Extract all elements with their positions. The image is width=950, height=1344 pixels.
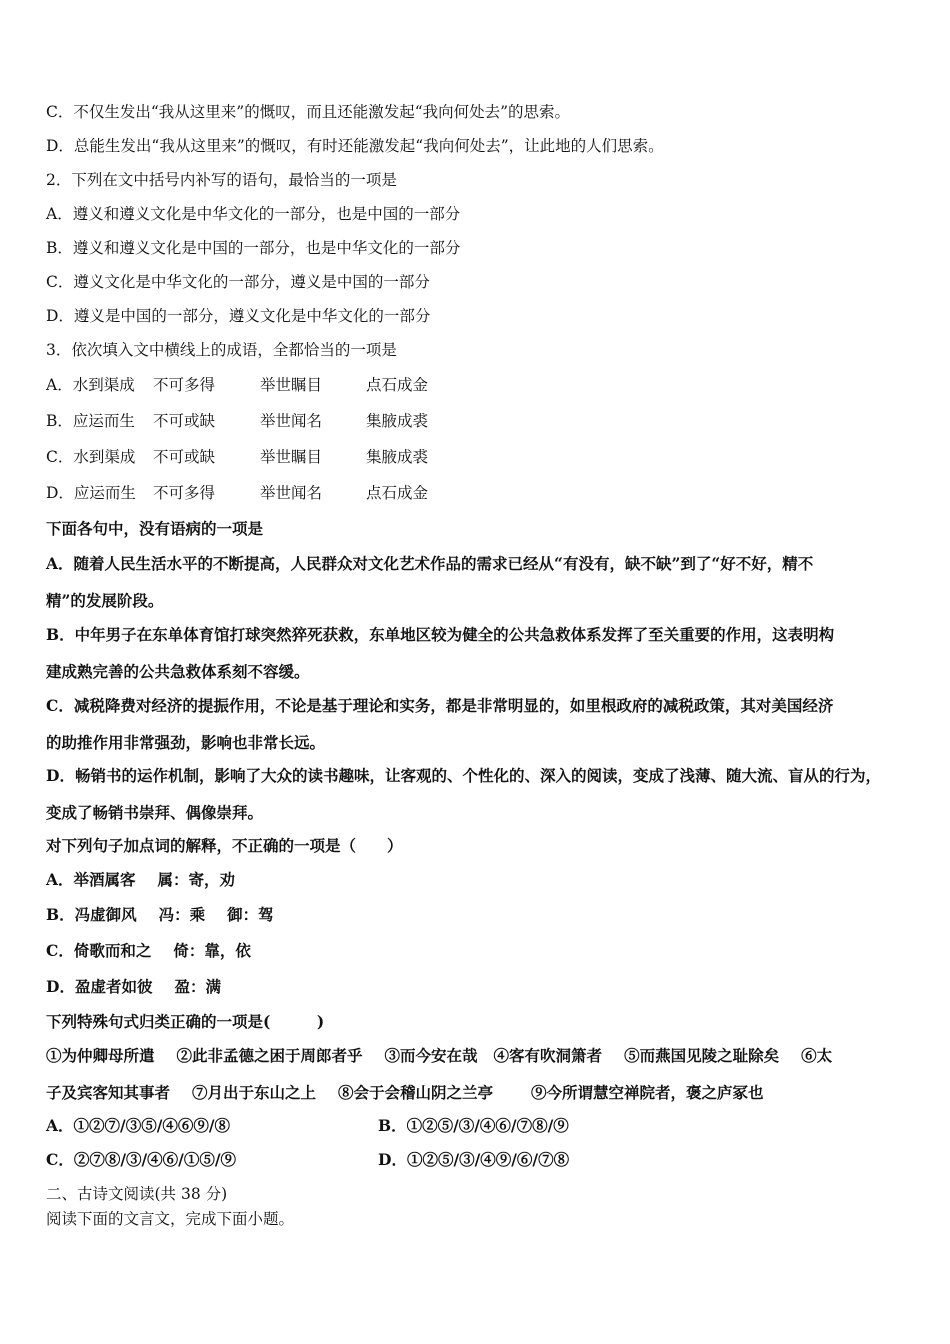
q5-b-gloss2: 御：驾 bbox=[227, 905, 274, 924]
q3-a-3: 举世瞩目 bbox=[260, 376, 323, 394]
q2-option-a: A．遵义和遵义文化是中华文化的一部分，也是中国的一部分 bbox=[46, 205, 461, 223]
q6-option-d: D．①②⑤/③/④⑨/⑥/⑦⑧ bbox=[378, 1150, 570, 1169]
q4-option-b-line2: 建成熟完善的公共急救体系刻不容缓。 bbox=[46, 662, 310, 681]
section2-title: 二、古诗文阅读(共 38 分) bbox=[46, 1185, 228, 1203]
q1-option-c: C．不仅生发出“我从这里来”的慨叹，而且还能激发起“我向何处去”的思索。 bbox=[46, 103, 571, 121]
q3-b-4: 集腋成裘 bbox=[366, 412, 429, 430]
q4-option-c-line2: 的助推作用非常强劲，影响也非常长远。 bbox=[46, 733, 326, 752]
q3-b-2: 不可或缺 bbox=[153, 412, 216, 430]
q5-c-gloss: 倚：靠，依 bbox=[173, 941, 251, 960]
q3-d-4: 点石成金 bbox=[366, 484, 429, 502]
q6-option-c: C．②⑦⑧/③/④⑥/①⑤/⑨ bbox=[46, 1150, 236, 1169]
q2-option-c: C．遵义文化是中华文化的一部分，遵义是中国的一部分 bbox=[46, 273, 430, 291]
q2-option-b: B．遵义和遵义文化是中国的一部分，也是中华文化的一部分 bbox=[46, 239, 461, 257]
q3-a-4: 点石成金 bbox=[366, 376, 429, 394]
q6-stem: 下列特殊句式归类正确的一项是( ) bbox=[46, 1012, 325, 1031]
q3-a-2: 不可多得 bbox=[153, 376, 216, 394]
q6-sentences-line1 bbox=[46, 1046, 832, 1066]
q6-s6-start: ⑥太 bbox=[801, 1046, 833, 1065]
q3-c-2: 不可或缺 bbox=[153, 448, 216, 466]
q2-stem: 2．下列在文中括号内补写的语句，最恰当的一项是 bbox=[46, 171, 397, 189]
q1-option-d: D．总能生发出“我从这里来”的慨叹，有时还能激发起“我向何处去”，让此地的人们思索。 bbox=[46, 137, 664, 155]
q3-c-3: 举世瞩目 bbox=[260, 448, 323, 466]
q3-b-3: 举世闻名 bbox=[260, 412, 323, 430]
q6-s9: ⑨今所谓慧空禅院者，褒之庐冢也 bbox=[531, 1083, 764, 1102]
q5-option-d bbox=[46, 977, 221, 997]
q6-s7: ⑦月出于东山之上 bbox=[192, 1083, 317, 1102]
q5-c-sentence: C．倚歌而和之 bbox=[46, 941, 152, 960]
q3-c-4: 集腋成裘 bbox=[366, 448, 429, 466]
q6-option-b: B．①②⑤/③/④⑥/⑦⑧/⑨ bbox=[378, 1116, 569, 1135]
q2-option-d: D．遵义是中国的一部分，遵义文化是中华文化的一部分 bbox=[46, 307, 431, 325]
q6-option-a: A．①②⑦/③⑤/④⑥⑨/⑧ bbox=[46, 1116, 231, 1135]
q3-d-1: D．应运而生 bbox=[46, 484, 136, 502]
q5-option-b bbox=[46, 905, 274, 925]
q3-d-2: 不可多得 bbox=[153, 484, 216, 502]
q4-option-d-line2: 变成了畅销书崇拜、偶像崇拜。 bbox=[46, 803, 264, 822]
q6-s8: ⑧会于会稽山阴之兰亭 bbox=[338, 1083, 494, 1102]
q4-option-d-line1: D．畅销书的运作机制，影响了大众的读书趣味，让客观的、个性化的、深入的阅读，变成了浅薄、随大流、盲从的行为， bbox=[46, 766, 881, 785]
q6-s5: ⑤而燕国见陵之耻除矣 bbox=[624, 1046, 780, 1065]
q5-a-sentence: A．举酒属客 bbox=[46, 870, 136, 889]
q3-a-1: A．水到渠成 bbox=[46, 376, 135, 394]
q6-sentences-line2 bbox=[46, 1083, 764, 1103]
section2-instruction: 阅读下面的文言文，完成下面小题。 bbox=[46, 1210, 295, 1228]
q5-d-gloss: 盈：满 bbox=[174, 977, 221, 996]
q6-options-row2 bbox=[46, 1150, 746, 1170]
q5-d-sentence: D．盈虚者如彼 bbox=[46, 977, 153, 996]
q3-b-1: B．应运而生 bbox=[46, 412, 135, 430]
q4-stem: 下面各句中，没有语病的一项是 bbox=[46, 519, 264, 538]
q5-b-gloss1: 冯：乘 bbox=[158, 905, 206, 924]
q5-option-c bbox=[46, 941, 251, 961]
q3-stem: 3．依次填入文中横线上的成语，全都恰当的一项是 bbox=[46, 341, 397, 359]
q5-b-sentence: B．冯虚御风 bbox=[46, 905, 137, 924]
q6-options-row1 bbox=[46, 1116, 746, 1136]
q5-a-gloss: 属：寄，劝 bbox=[157, 870, 236, 889]
q6-s2: ②此非孟德之困于周郎者乎 bbox=[176, 1046, 363, 1065]
q5-stem: 对下列句子加点词的解释，不正确的一项是（ ） bbox=[46, 836, 403, 855]
q6-s1: ①为仲卿母所遣 bbox=[46, 1046, 155, 1065]
q6-s4: ④客有吹洞箫者 bbox=[493, 1046, 603, 1065]
q3-c-1: C．水到渠成 bbox=[46, 448, 136, 466]
q3-d-3: 举世闻名 bbox=[260, 484, 323, 502]
q4-option-a-line1: A．随着人民生活水平的不断提高，人民群众对文化艺术作品的需求已经从“有没有，缺不缺”到了“好不好，精不 bbox=[46, 554, 814, 573]
q4-option-a-line2: 精”的发展阶段。 bbox=[46, 591, 164, 610]
q4-option-b-line1: B．中年男子在东单体育馆打球突然猝死获救，东单地区较为健全的公共急救体系发挥了至关重要的作用，这表明构 bbox=[46, 625, 835, 644]
q6-s3: ③而今安在哉 bbox=[384, 1046, 478, 1065]
q6-s6-end: 子及宾客知其事者 bbox=[46, 1083, 171, 1102]
q5-option-a bbox=[46, 870, 235, 890]
q4-option-c-line1: C．减税降费对经济的提振作用，不论是基于理论和实务，都是非常明显的，如里根政府的减税政策，其对美国经济 bbox=[46, 696, 834, 715]
